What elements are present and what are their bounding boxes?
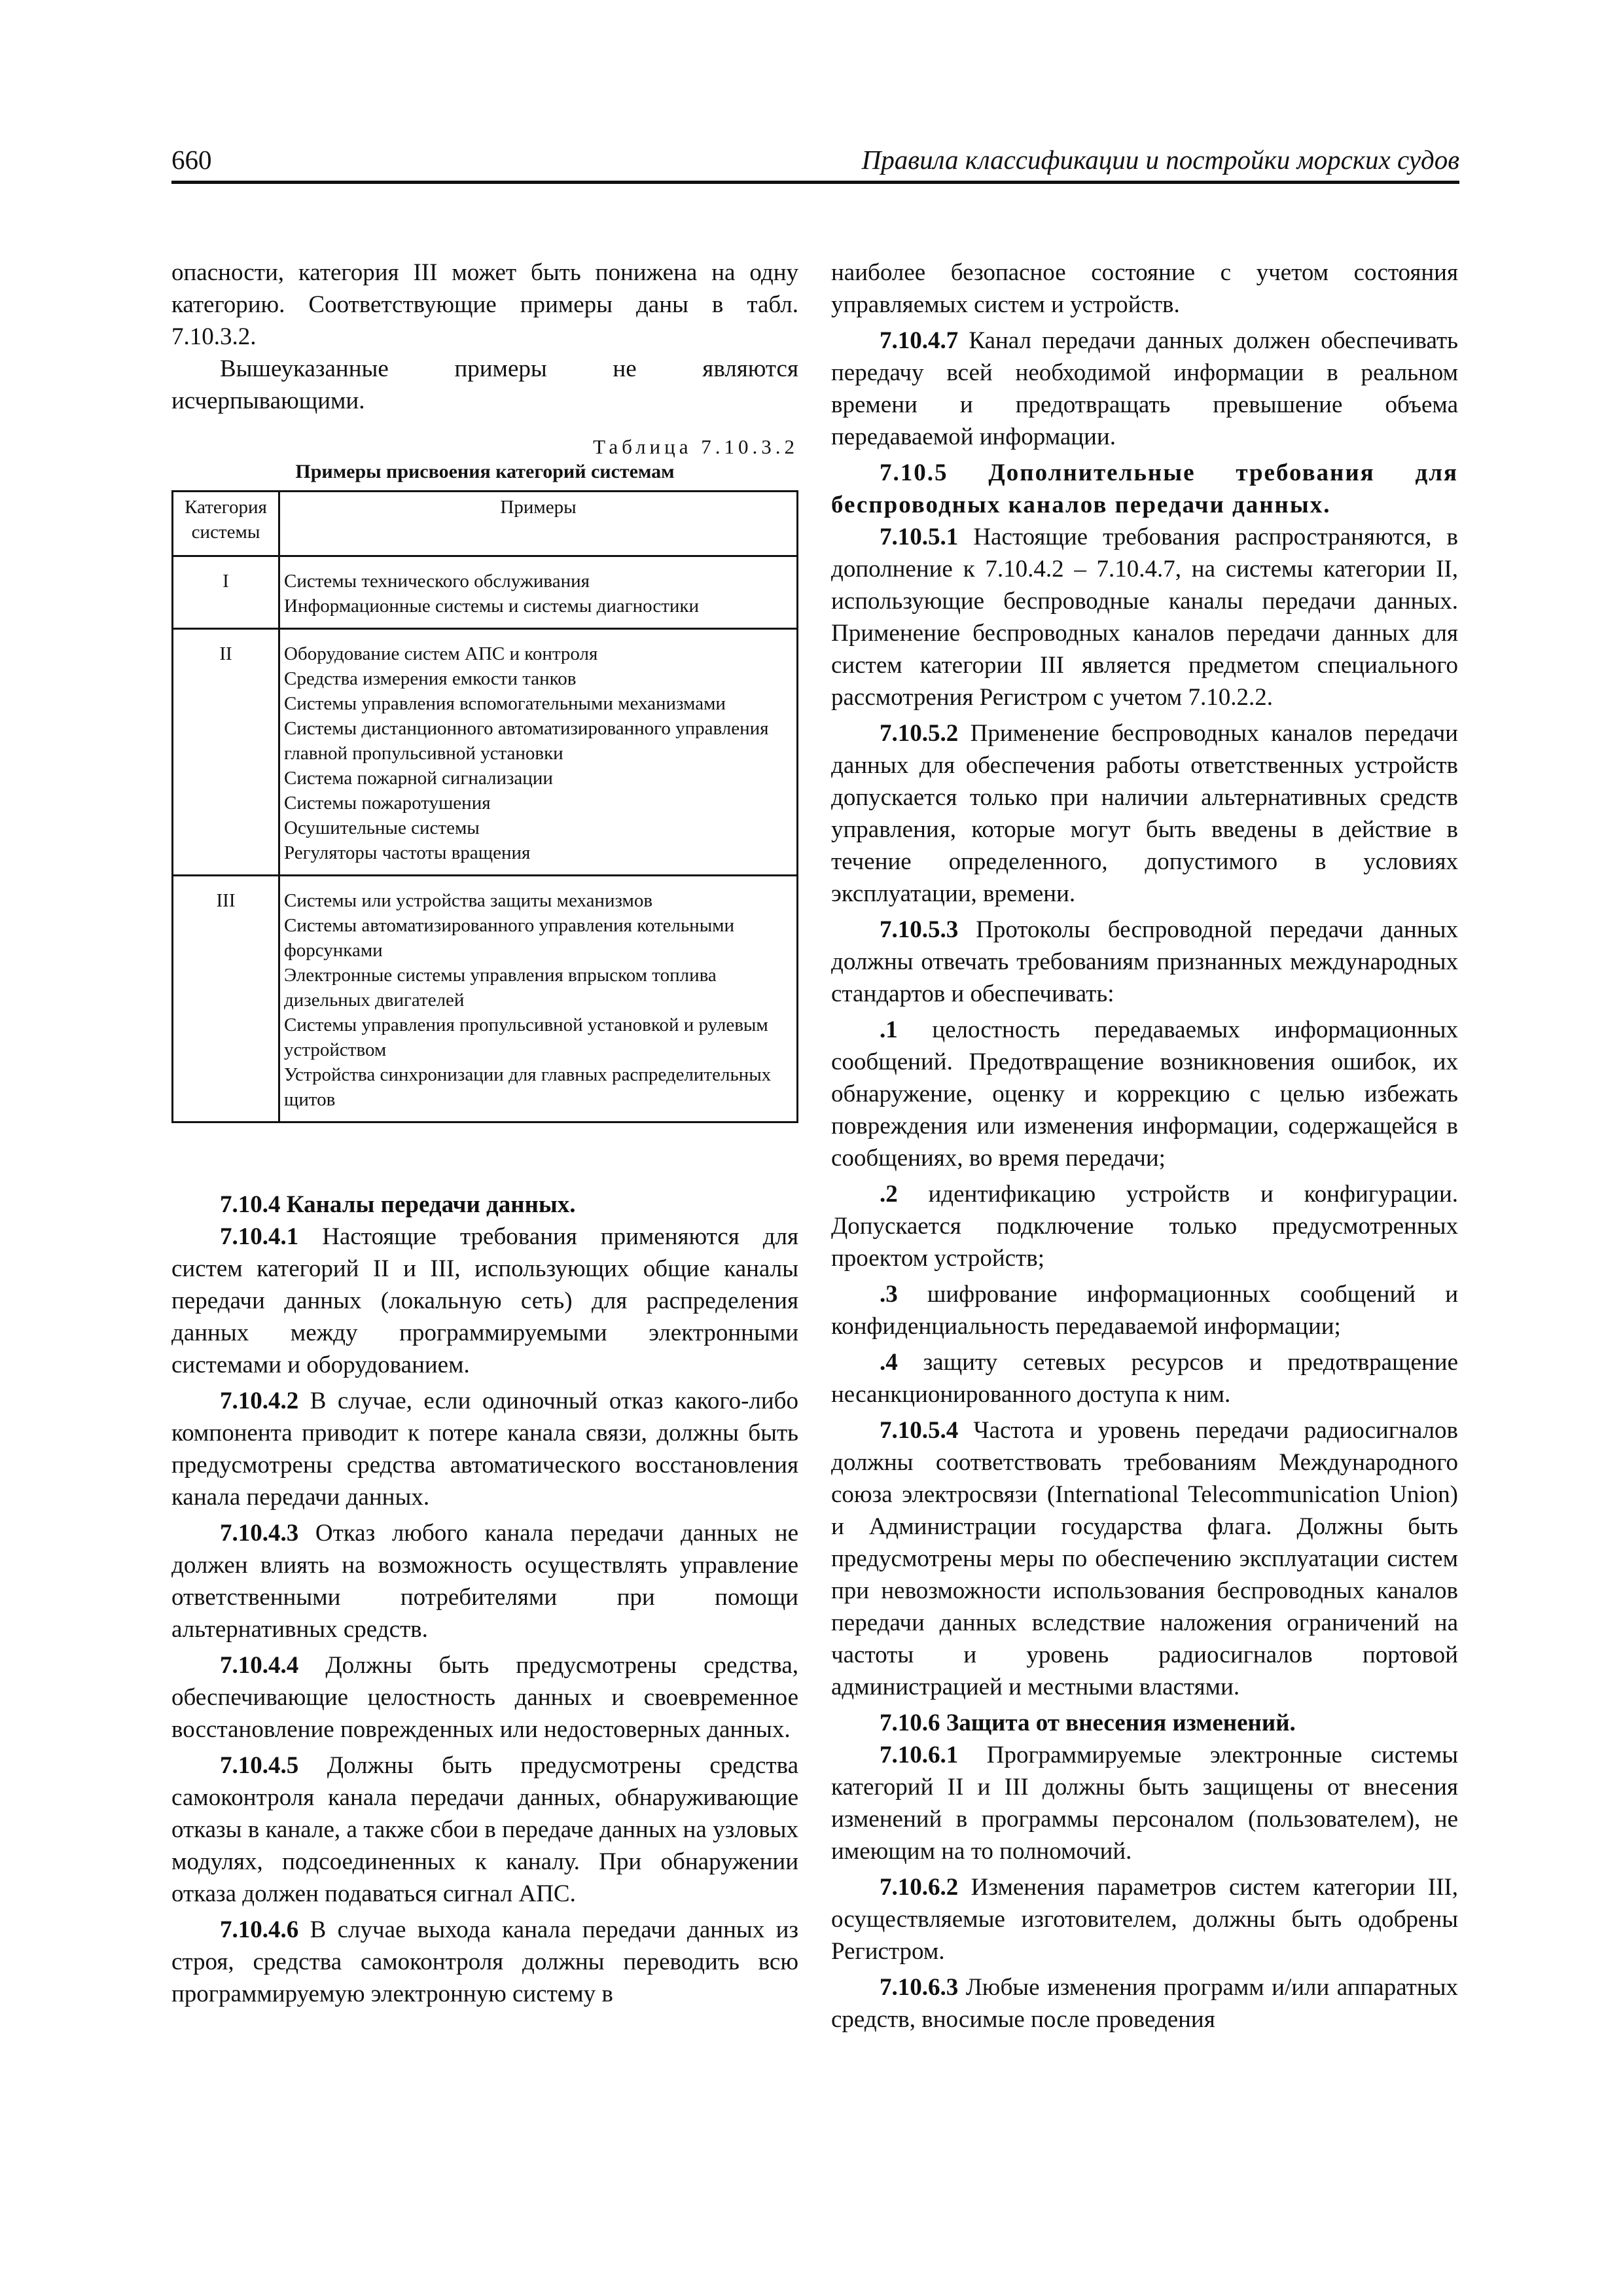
clause-number: 7.10.5.1 bbox=[880, 524, 959, 550]
running-title: Правила классификации и постройки морских судов bbox=[861, 145, 1459, 175]
clause-text: Частота и уровень передачи радиосигналов должны соответствовать требованиям Международного союза электросвязи (International Telecommunication Union) и Администрации государства флага. Должны быть предусмотрены меры по обеспечению эксплуатации систем при невозможности использования беспроводных каналов передачи данных вследствие наложения ограничений на частоты и уровень радиосигналов портовой администрацией и местными властями. bbox=[831, 1417, 1459, 1700]
table-header-category: Категория системы bbox=[173, 492, 279, 556]
table-item: Информационные системы и системы диагностики bbox=[284, 596, 700, 617]
item-text: идентификацию устройств и конфигурации. Допускается подключение только предусмотренных проектом устройств; bbox=[831, 1181, 1458, 1272]
table-item: Системы управления пропульсивной установкой и рулевым устройством bbox=[284, 1014, 768, 1060]
page-number: 660 bbox=[171, 145, 212, 175]
table-cell-examples bbox=[279, 556, 798, 629]
clause-number: 7.10.4.2 bbox=[220, 1388, 299, 1414]
clause-text: Канал передачи данных должен обеспечивать передачу всей необходимой информации в реальном времени и предотвращать превышение объема передаваемой информации. bbox=[831, 327, 1459, 450]
paragraph bbox=[171, 1914, 798, 2010]
item-text: шифрование информационных сообщений и конфиденциальность передаваемой информации; bbox=[831, 1281, 1458, 1340]
clause-text: Настоящие требования применяются для систем категорий II и III, использующих общие каналы передачи данных (локальную сеть) для распределения данных между программируемыми электронными системами и оборудованием. bbox=[171, 1223, 798, 1378]
table-row bbox=[173, 556, 798, 629]
right-column bbox=[831, 257, 1458, 2036]
item-number: .2 bbox=[880, 1181, 898, 1208]
clause-number: 7.10.4.5 bbox=[220, 1752, 299, 1779]
paragraph bbox=[171, 1749, 798, 1910]
table-item: Системы автоматизированного управления котельными форсунками bbox=[284, 915, 735, 961]
table-cell-category: I bbox=[173, 556, 279, 629]
paragraph bbox=[831, 1739, 1458, 1867]
clause-text: Применение беспроводных каналов передачи данных для обеспечения работы ответственных устройств допускается только при наличии альтернативных средств управления, которые могут быть введены в действие в течение определенного, допустимого в условиях эксплуатации, времени. bbox=[831, 720, 1458, 907]
left-column bbox=[171, 257, 798, 2010]
paragraph bbox=[171, 1649, 798, 1746]
paragraph bbox=[171, 1221, 798, 1381]
clause-text: Изменения параметров систем категории III, осуществляемые изготовителем, должны быть одобрены Регистром. bbox=[831, 1874, 1459, 1965]
section-heading: 7.10.6 Защита от внесения изменений. bbox=[880, 1710, 1296, 1736]
table-item: Осушительные системы bbox=[284, 817, 480, 838]
table-header-row bbox=[173, 492, 798, 556]
table-cell-category: II bbox=[173, 629, 279, 876]
clause-number: 7.10.5.3 bbox=[880, 916, 959, 943]
table-item: Оборудование систем АПС и контроля bbox=[284, 643, 598, 664]
paragraph bbox=[831, 325, 1458, 453]
paragraph bbox=[831, 914, 1458, 1010]
item-number: .4 bbox=[880, 1349, 898, 1376]
item-text: целостность передаваемых информационных сообщений. Предотвращение возникновения ошибок, их обнаружение, оценку и коррекцию с целью избежать повреждения или изменения информации, содержащейся в сообщениях, во время передачи; bbox=[831, 1016, 1458, 1172]
clause-number: 7.10.4.6 bbox=[220, 1916, 299, 1943]
table-cell-examples bbox=[279, 876, 798, 1122]
section-heading: 7.10.5 Дополнительные требования для беспроводных каналов передачи данных. bbox=[831, 459, 1458, 518]
item-text: защиту сетевых ресурсов и предотвращение несанкционированного доступа к ним. bbox=[831, 1349, 1459, 1408]
paragraph: опасности, категория III может быть понижена на одну категорию. Соответствующие примеры даны в табл. 7.10.3.2. bbox=[171, 259, 798, 350]
clause-text: Должны быть предусмотрены средства, обеспечивающие целостность данных и своевременное восстановление поврежденных или недостоверных данных. bbox=[171, 1652, 798, 1743]
clause-text: Должны быть предусмотрены средства самоконтроля канала передачи данных, обнаруживающие отказы в канале, а также сбои в передаче данных на узловых модулях, подсоединенных к каналу. При обнаружении отказа должен подаваться сигнал АПС. bbox=[171, 1752, 798, 1907]
paragraph bbox=[831, 1871, 1458, 1967]
clause-number: 7.10.5.2 bbox=[880, 720, 959, 747]
table-row bbox=[173, 876, 798, 1122]
table-title: Примеры присвоения категорий системам bbox=[295, 461, 675, 482]
list-item bbox=[831, 1178, 1458, 1274]
table-header-examples: Примеры bbox=[279, 492, 798, 556]
clause-number: 7.10.5.4 bbox=[880, 1417, 959, 1444]
clause-text: В случае, если одиночный отказ какого-либо компонента приводит к потере канала связи, должны быть предусмотрены средства автоматического восстановления канала передачи данных. bbox=[171, 1388, 799, 1511]
clause-text: Настоящие требования распространяются, в дополнение к 7.10.4.2 – 7.10.4.7, на системы категории II, использующие беспроводные каналы передачи данных. Применение беспроводных каналов передачи данных для систем категории III является предметом специального рассмотрения Регистром с учетом 7.10.2.2. bbox=[831, 524, 1458, 711]
table-item: Системы дистанционного автоматизированного управления главной пропульсивной установки bbox=[284, 718, 769, 764]
table-caption: Таблица 7.10.3.2 bbox=[593, 435, 798, 458]
table-item: Системы технического обслуживания bbox=[284, 571, 590, 592]
list-item bbox=[831, 1014, 1458, 1174]
paragraph bbox=[831, 1971, 1458, 2036]
table-item: Система пожарной сигнализации bbox=[284, 768, 553, 789]
table-item: Средства измерения емкости танков bbox=[284, 668, 577, 689]
table-item: Системы управления вспомогательными механизмами bbox=[284, 693, 726, 714]
item-number: .1 bbox=[880, 1016, 898, 1043]
category-table bbox=[171, 490, 798, 1123]
clause-number: 7.10.4.1 bbox=[220, 1223, 299, 1250]
page-header bbox=[171, 143, 1459, 184]
table-item: Системы пожаротушения bbox=[284, 793, 491, 814]
clause-text: В случае выхода канала передачи данных из строя, средства самоконтроля должны переводить всю программируемую электронную систему в bbox=[171, 1916, 798, 2007]
clause-number: 7.10.4.3 bbox=[220, 1520, 299, 1547]
table-item: Устройства синхронизации для главных распределительных щитов bbox=[284, 1064, 772, 1110]
clause-number: 7.10.6.2 bbox=[880, 1874, 959, 1901]
table-cell-category: III bbox=[173, 876, 279, 1122]
item-number: .3 bbox=[880, 1281, 898, 1308]
paragraph: Вышеуказанные примеры не являются исчерпывающими. bbox=[171, 355, 798, 414]
paragraph bbox=[831, 1414, 1458, 1703]
table-row bbox=[173, 629, 798, 876]
section-heading: 7.10.4 Каналы передачи данных. bbox=[220, 1191, 576, 1218]
clause-number: 7.10.6.1 bbox=[880, 1742, 959, 1768]
clause-text: Отказ любого канала передачи данных не должен влиять на возможность осуществлять управление ответственными потребителями при помощи альтернативных средств. bbox=[171, 1520, 799, 1643]
paragraph bbox=[171, 1385, 798, 1513]
paragraph: наиболее безопасное состояние с учетом состояния управляемых систем и устройств. bbox=[831, 259, 1458, 318]
clause-number: 7.10.4.4 bbox=[220, 1652, 299, 1679]
table-item: Системы или устройства защиты механизмов bbox=[284, 890, 653, 911]
list-item bbox=[831, 1346, 1458, 1410]
clause-text: Программируемые электронные системы категорий II и III должны быть защищены от внесения изменений в программы персоналом (пользователем), не имеющим на то полномочий. bbox=[831, 1742, 1458, 1865]
table-item: Регуляторы частоты вращения bbox=[284, 842, 531, 863]
table-cell-examples bbox=[279, 629, 798, 876]
paragraph bbox=[171, 1517, 798, 1645]
table-item: Электронные системы управления впрыском топлива дизельных двигателей bbox=[284, 965, 717, 1011]
paragraph bbox=[831, 521, 1458, 713]
clause-text: Протоколы беспроводной передачи данных должны отвечать требованиям признанных международных стандартов и обеспечивать: bbox=[831, 916, 1458, 1007]
clause-number: 7.10.4.7 bbox=[880, 327, 959, 354]
clause-text: Любые изменения программ и/или аппаратных средств, вносимые после проведения bbox=[831, 1974, 1459, 2033]
paragraph bbox=[831, 717, 1458, 910]
list-item bbox=[831, 1278, 1458, 1342]
clause-number: 7.10.6.3 bbox=[880, 1974, 959, 2001]
